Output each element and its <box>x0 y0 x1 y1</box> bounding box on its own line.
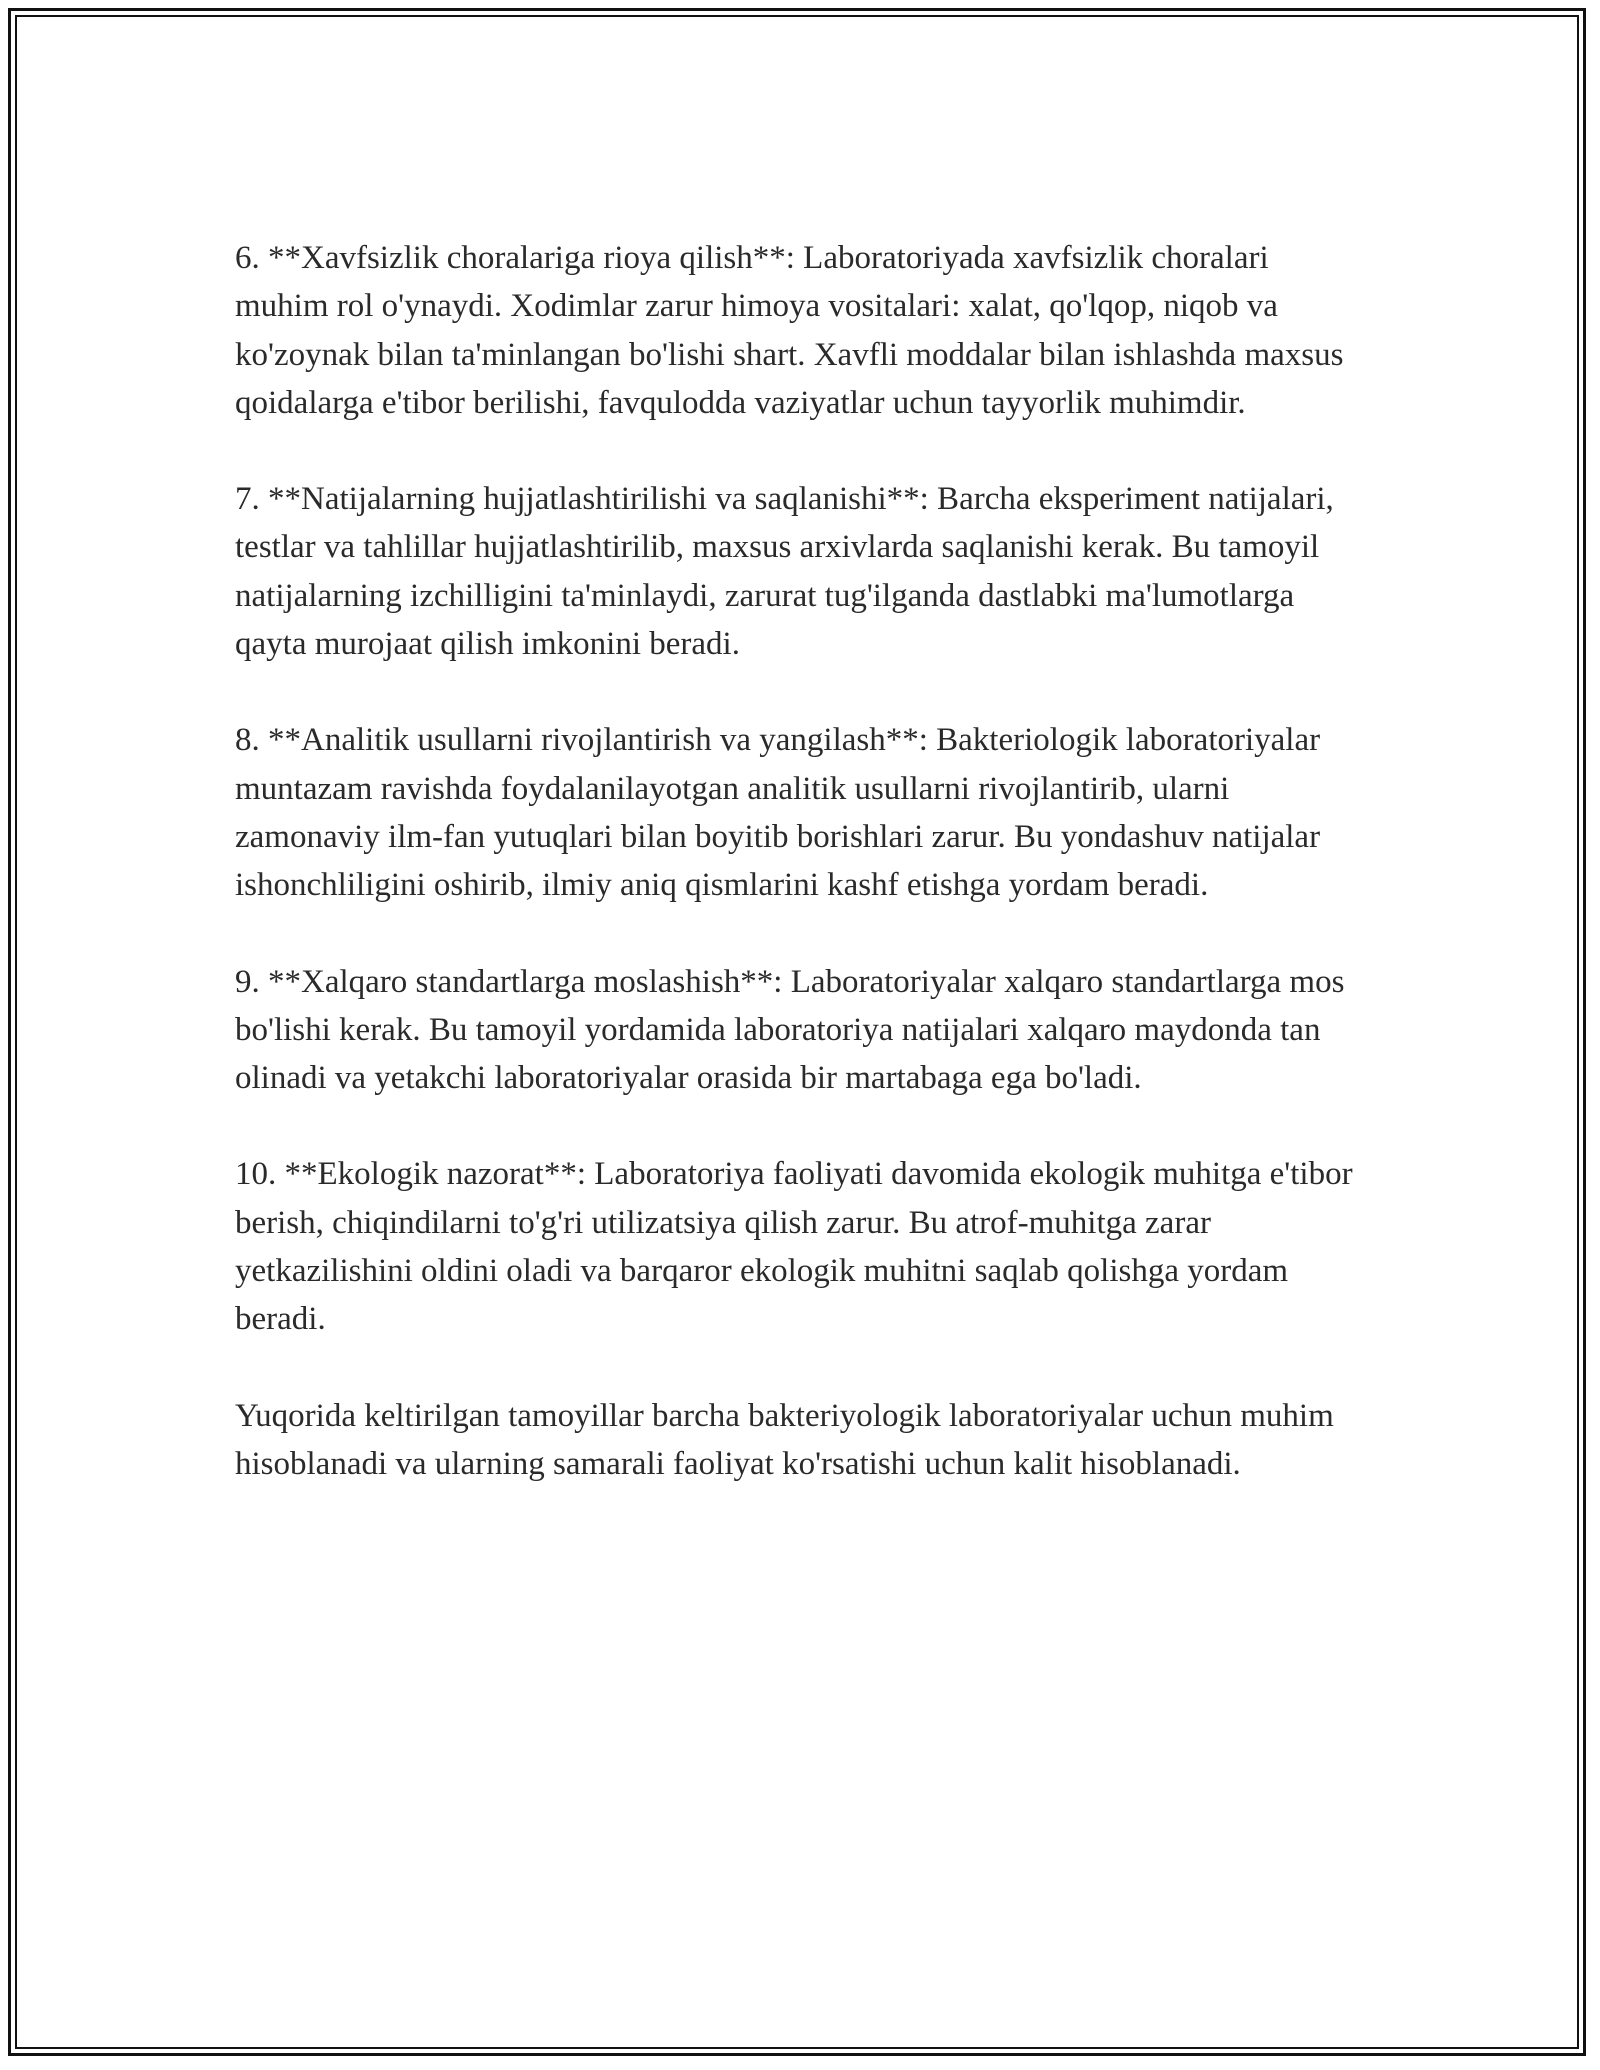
paragraph-documentation: 7. **Natijalarning hujjatlashtirilishi va saqlanishi**: Barcha eksperiment natijalari, testlar va tahlillar hujjatlashtirilib, maxsus arxivlarda saqlanishi kerak. Bu tamoyil natijalarning izchilligini ta'minlaydi, zarurat tug'ilganda dastlabki ma'lumotlarga qayta murojaat qilish imkonini beradi. <box>235 481 1334 663</box>
paragraph-ecological-control: 10. **Ekologik nazorat**: Laboratoriya faoliyati davomida ekologik muhitga e'tibor berish, chiqindilarni to'g'ri utilizatsiya qilish zarur. Bu atrof-muhitga zarar yetkazilishini oldini oladi va barqaror ekologik muhitni saqlab qolishga yordam beradi. <box>235 1156 1353 1338</box>
paragraph-analytic-methods: 8. **Analitik usullarni rivojlantirish va yangilash**: Bakteriologik laboratoriyalar muntazam ravishda foydalanilayotgan analitik usullarni rivojlantirib, ularni zamonaviy ilm-fan yutuqlari bilan boyitib borishlari zarur. Bu yondashuv natijalar ishonchliligini oshirib, ilmiy aniq qismlarini kashf etishga yordam beradi. <box>235 722 1321 904</box>
paragraph-safety: 6. **Xavfsizlik choralariga rioya qilish**: Laboratoriyada xavfsizlik choralari muhim rol o'ynaydi. Xodimlar zarur himoya vositalari: xalat, qo'lqop, niqob va ko'zoynak bilan ta'minlangan bo'lishi shart. Xavfli moddalar bilan ishlashda maxsus qoidalarga e'tibor berilishi, favqulodda vaziyatlar uchun tayyorlik muhimdir. <box>235 240 1344 421</box>
document-body <box>235 234 1365 1536</box>
paragraph-conclusion: Yuqorida keltirilgan tamoyillar barcha bakteriyologik laboratoriyalar uchun muhim hisoblanadi va ularning samarali faoliyat ko'rsatishi uchun kalit hisoblanadi. <box>235 1397 1334 1482</box>
paragraph-international-standards: 9. **Xalqaro standartlarga moslashish**: Laboratoriyalar xalqaro standartlarga mos bo'lishi kerak. Bu tamoyil yordamida laboratoriya natijalari xalqaro maydonda tan olinadi va yetakchi laboratoriyalar orasida bir martabaga ega bo'ladi. <box>235 963 1345 1097</box>
